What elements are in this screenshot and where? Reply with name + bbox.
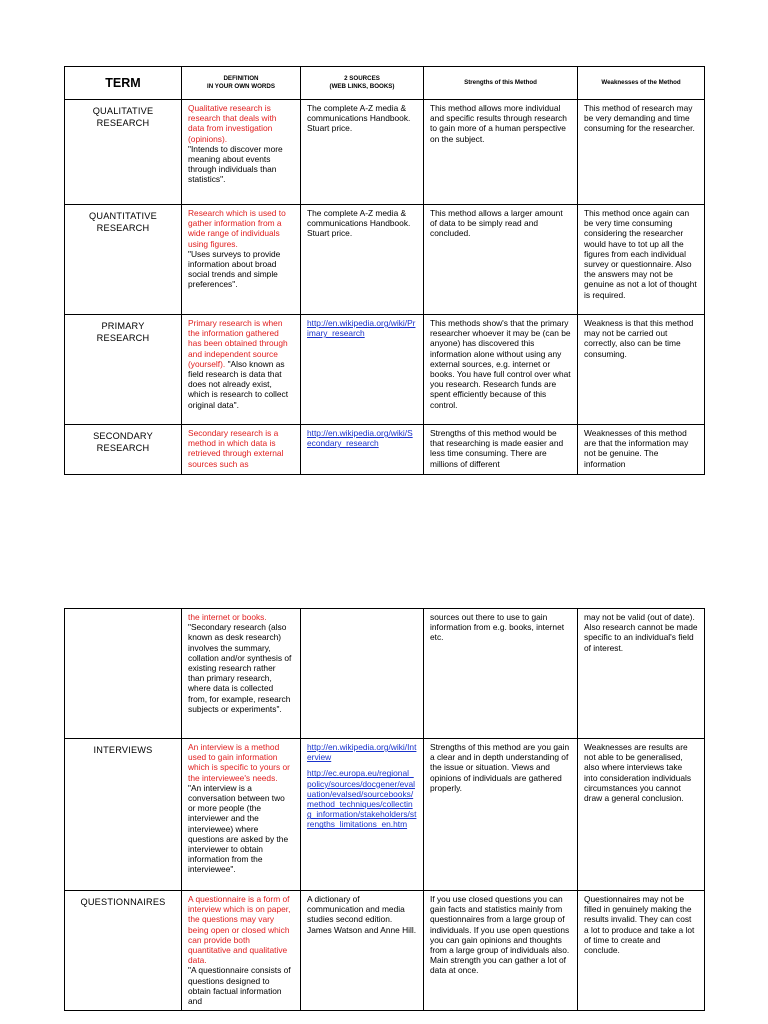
definition-cell: the internet or books. "Secondary research (also known as desk research) involves the summary, collation and/or synthesis of existing research rather than primary research, where data is collected from, for example, research subjects or experiments". <box>182 609 301 739</box>
strengths-cell: Strengths of this method are you gain a clear and in depth understanding of the issue or situation. Views and opinions of individuals are gathered properly. <box>424 739 578 891</box>
table-row <box>65 609 705 739</box>
sources-cell: The complete A-Z media & communications Handbook. Stuart price. <box>301 205 424 315</box>
europa-evaluation-link[interactable]: http://ec.europa.eu/regional_policy/sources/docgener/evaluation/evalsed/sourcebooks/method_techniques/collecting_information/stakeholders/strengths_limitations_en.htm <box>307 768 417 830</box>
definition-cell: Primary research is when the information gathered has been obtained through and independent source (yourself). "Also known as field research is data that does not already exist, which is research to collect original data". <box>182 315 301 425</box>
strengths-cell: sources out there to use to gain information from e.g. books, internet etc. <box>424 609 578 739</box>
definition-cell: Research which is used to gather information from a wide range of individuals using figures. "Uses surveys to provide information about broad social trends and simple preferences". <box>182 205 301 315</box>
term-cell: PRIMARY RESEARCH <box>65 315 182 425</box>
table-row <box>65 315 705 425</box>
weaknesses-cell: This method once again can be very time consuming considering the researcher would have to tot up all the figures from each individual survey or questionnaire. Also the answers may not be genuine as not a lot of thought is required. <box>578 205 705 315</box>
table-row <box>65 739 705 891</box>
sources-cell: A dictionary of communication and media studies second edition. James Watson and Anne Hill. <box>301 891 424 1011</box>
strengths-cell: This method allows a larger amount of data to be simply read and concluded. <box>424 205 578 315</box>
strengths-cell: This methods show's that the primary researcher whoever it may be (can be anyone) has discovered this information alone without using any external sources, e.g. internet or books. You have full control over what you research. Research funds are spent efficiently because of this control. <box>424 315 578 425</box>
definition-cell: Qualitative research is research that deals with data from investigation (opinions). "Intends to discover more meaning about events through individuals than statistics". <box>182 100 301 205</box>
table-row <box>65 100 705 205</box>
table-header-row <box>65 67 705 100</box>
term-cell: QUESTIONNAIRES <box>65 891 182 1011</box>
table-row <box>65 425 705 475</box>
term-cell: SECONDARY RESEARCH <box>65 425 182 475</box>
definition-cell: Secondary research is a method in which data is retrieved through external sources such as <box>182 425 301 475</box>
table-row <box>65 205 705 315</box>
sources-cell: The complete A-Z media & communications Handbook. Stuart price. <box>301 100 424 205</box>
table-row <box>65 891 705 1011</box>
term-cell: QUALITATIVE RESEARCH <box>65 100 182 205</box>
header-strengths: Strengths of this Method <box>424 67 578 100</box>
header-term: TERM <box>65 67 182 100</box>
secondary-research-link[interactable]: http://en.wikipedia.org/wiki/Secondary_research <box>307 428 413 449</box>
strengths-cell: This method allows more individual and specific results through research to gain more of a human perspective on the subject. <box>424 100 578 205</box>
weaknesses-cell: may not be valid (out of date). Also research cannot be made specific to an individual's field of interest. <box>578 609 705 739</box>
header-definition: DEFINITION IN YOUR OWN WORDS <box>182 67 301 100</box>
sources-cell <box>301 609 424 739</box>
weaknesses-cell: Weakness is that this method may not be carried out correctly, also can be time consuming. <box>578 315 705 425</box>
weaknesses-cell: Weaknesses of this method are that the information may not be genuine. The information <box>578 425 705 475</box>
weaknesses-cell: Weaknesses are results are not able to be generalised, also where interviews take into consideration individuals circumstances you cannot draw a general conclusion. <box>578 739 705 891</box>
sources-cell <box>301 425 424 475</box>
term-cell: INTERVIEWS <box>65 739 182 891</box>
research-methods-table-part2 <box>64 608 705 1011</box>
sources-cell <box>301 315 424 425</box>
term-cell <box>65 609 182 739</box>
interview-wikipedia-link[interactable]: http://en.wikipedia.org/wiki/Interview <box>307 742 417 763</box>
weaknesses-cell: This method of research may be very demanding and time consuming for the researcher. <box>578 100 705 205</box>
definition-cell: An interview is a method used to gain information which is specific to yours or the interviewee's needs. "An interview is a conversation between two or more people (the interviewer and the interviewee) where questions are asked by the interviewer to obtain information from the interviewee". <box>182 739 301 891</box>
strengths-cell: If you use closed questions you can gain facts and statistics mainly from questionnaires from a large group of individuals. If you use open questions you can gain opinions and thoughts from a large group of individuals also. Main strength you can gather a lot of data at once. <box>424 891 578 1011</box>
research-methods-table-part1 <box>64 66 705 475</box>
strengths-cell: Strengths of this method would be that researching is made easier and less time consuming. There are millions of different <box>424 425 578 475</box>
definition-cell: A questionnaire is a form of interview which is on paper, the questions may vary being open or closed which can provide both quantitative and qualitative data. "A questionnaire consists of questions designed to obtain factual information and <box>182 891 301 1011</box>
header-weaknesses: Weaknesses of the Method <box>578 67 705 100</box>
weaknesses-cell: Questionnaires may not be filled in genuinely making the results invalid. They can cost a lot to produce and take a lot of time to create and conclude. <box>578 891 705 1011</box>
primary-research-link[interactable]: http://en.wikipedia.org/wiki/Primary_research <box>307 318 416 339</box>
header-sources: 2 SOURCES (WEB LINKS, BOOKS) <box>301 67 424 100</box>
term-cell: QUANTITATIVE RESEARCH <box>65 205 182 315</box>
sources-cell <box>301 739 424 891</box>
